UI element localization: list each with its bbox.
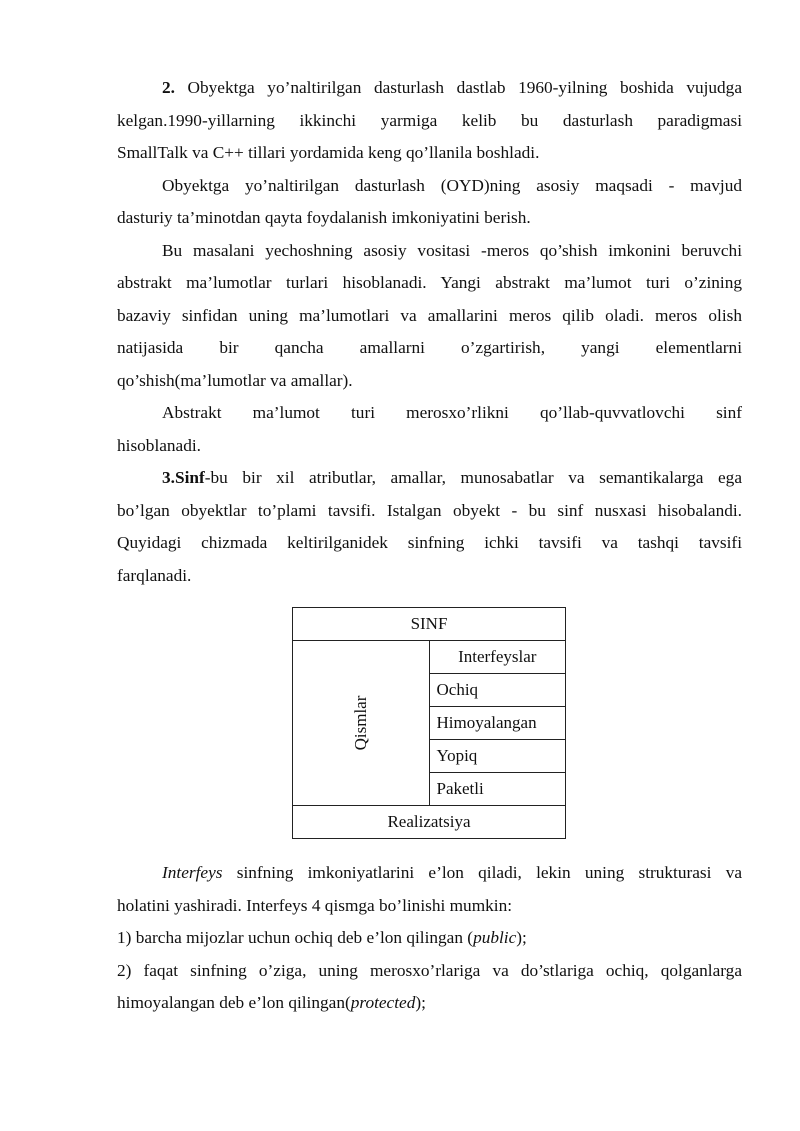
class-structure-table (292, 607, 566, 839)
diagram-side-label: Qismlar (350, 695, 370, 751)
section-number-2: 2. (162, 78, 175, 97)
paragraph-oop-goal-1: Obyektga yo’naltirilgan dasturlash (OYD)ning asosiy maqsadi - mavjud (162, 175, 742, 195)
term-protected: protected (350, 993, 416, 1012)
document-page (117, 72, 742, 1020)
paragraph-interface-1: Interfeys sinfning imkoniyatlarini e’lon qiladi, lekin uning strukturasi va (162, 863, 742, 882)
diagram-side-cell (293, 641, 430, 806)
section-number-3: 3.Sinf (162, 468, 205, 487)
paragraph-class-def-3: Quyidagi chizmada keltirilganidek sinfning ichki tavsifi va tashqi tavsifi (117, 533, 742, 552)
paragraph-abstract-type-1: Abstrakt ma’lumot turi merosxo’rlikni qo’llab-quvvatlovchi sinf (162, 403, 742, 422)
diagram-row-interfaces: Interfeyslar (429, 641, 566, 674)
paragraph-oop-history-1: 2. Obyektga yo’naltirilgan dasturlash dastlab 1960-yilning boshida vujudga (162, 78, 742, 97)
paragraph-class-def-4: farqlanadi. (117, 565, 192, 585)
paragraph-inheritance-2: abstrakt ma’lumotlar turlari hisoblanadi. Yangi abstrakt ma’lumot turi o’zining (117, 273, 742, 292)
diagram-title-cell: SINF (293, 608, 566, 641)
term-interfeys: Interfeys (162, 863, 223, 882)
paragraph-abstract-type-2: hisoblanadi. (117, 435, 201, 455)
diagram-row-package: Paketli (429, 773, 566, 806)
paragraph-oop-goal-2: dasturiy ta’minotdan qayta foydalanish imkoniyatini berish. (117, 208, 531, 227)
list-item-1: 1) barcha mijozlar uchun ochiq deb e’lon qilingan (public); (117, 928, 527, 947)
diagram-row-protected: Himoyalangan (429, 707, 566, 740)
paragraph-class-def-1: 3.Sinf-bu bir xil atributlar, amallar, munosabatlar va semantikalarga ega (162, 468, 742, 487)
paragraph-inheritance-3: bazaviy sinfidan uning ma’lumotlari va amallarini meros qilib oladi. meros olish (117, 305, 742, 325)
paragraph-inheritance-4: natijasida bir qancha amallarni o’zgartirish, yangi elementlarni (117, 338, 742, 357)
term-public: public (473, 928, 517, 947)
paragraph-oop-history-3: SmallTalk va C++ tillari yordamida keng qo’llanila boshladi. (117, 143, 540, 162)
list-item-2-line2: himoyalangan deb e’lon qilingan(protected); (117, 993, 426, 1012)
paragraph-inheritance-5: qo’shish(ma’lumotlar va amallar). (117, 370, 353, 390)
list-item-2-line1: 2) faqat sinfning o’ziga, uning merosxo’rlariga va do’stlariga ochiq, qolganlarga (117, 960, 742, 980)
class-structure-diagram (292, 607, 566, 839)
diagram-row-private: Yopiq (429, 740, 566, 773)
paragraph-interface-2: holatini yashiradi. Interfeys 4 qismga bo’linishi mumkin: (117, 895, 513, 915)
paragraph-class-def-2: bo’lgan obyektlar to’plami tavsifi. Istalgan obyekt - bu sinf nusxasi hisobalandi. (117, 500, 742, 520)
diagram-bottom-cell: Realizatsiya (293, 806, 566, 839)
paragraph-oop-history-2: kelgan.1990-yillarning ikkinchi yarmiga kelib bu dasturlash paradigmasi (117, 110, 742, 130)
paragraph-inheritance-1: Bu masalani yechoshning asosiy vositasi -meros qo’shish imkonini beruvchi (162, 240, 742, 260)
diagram-row-public: Ochiq (429, 674, 566, 707)
